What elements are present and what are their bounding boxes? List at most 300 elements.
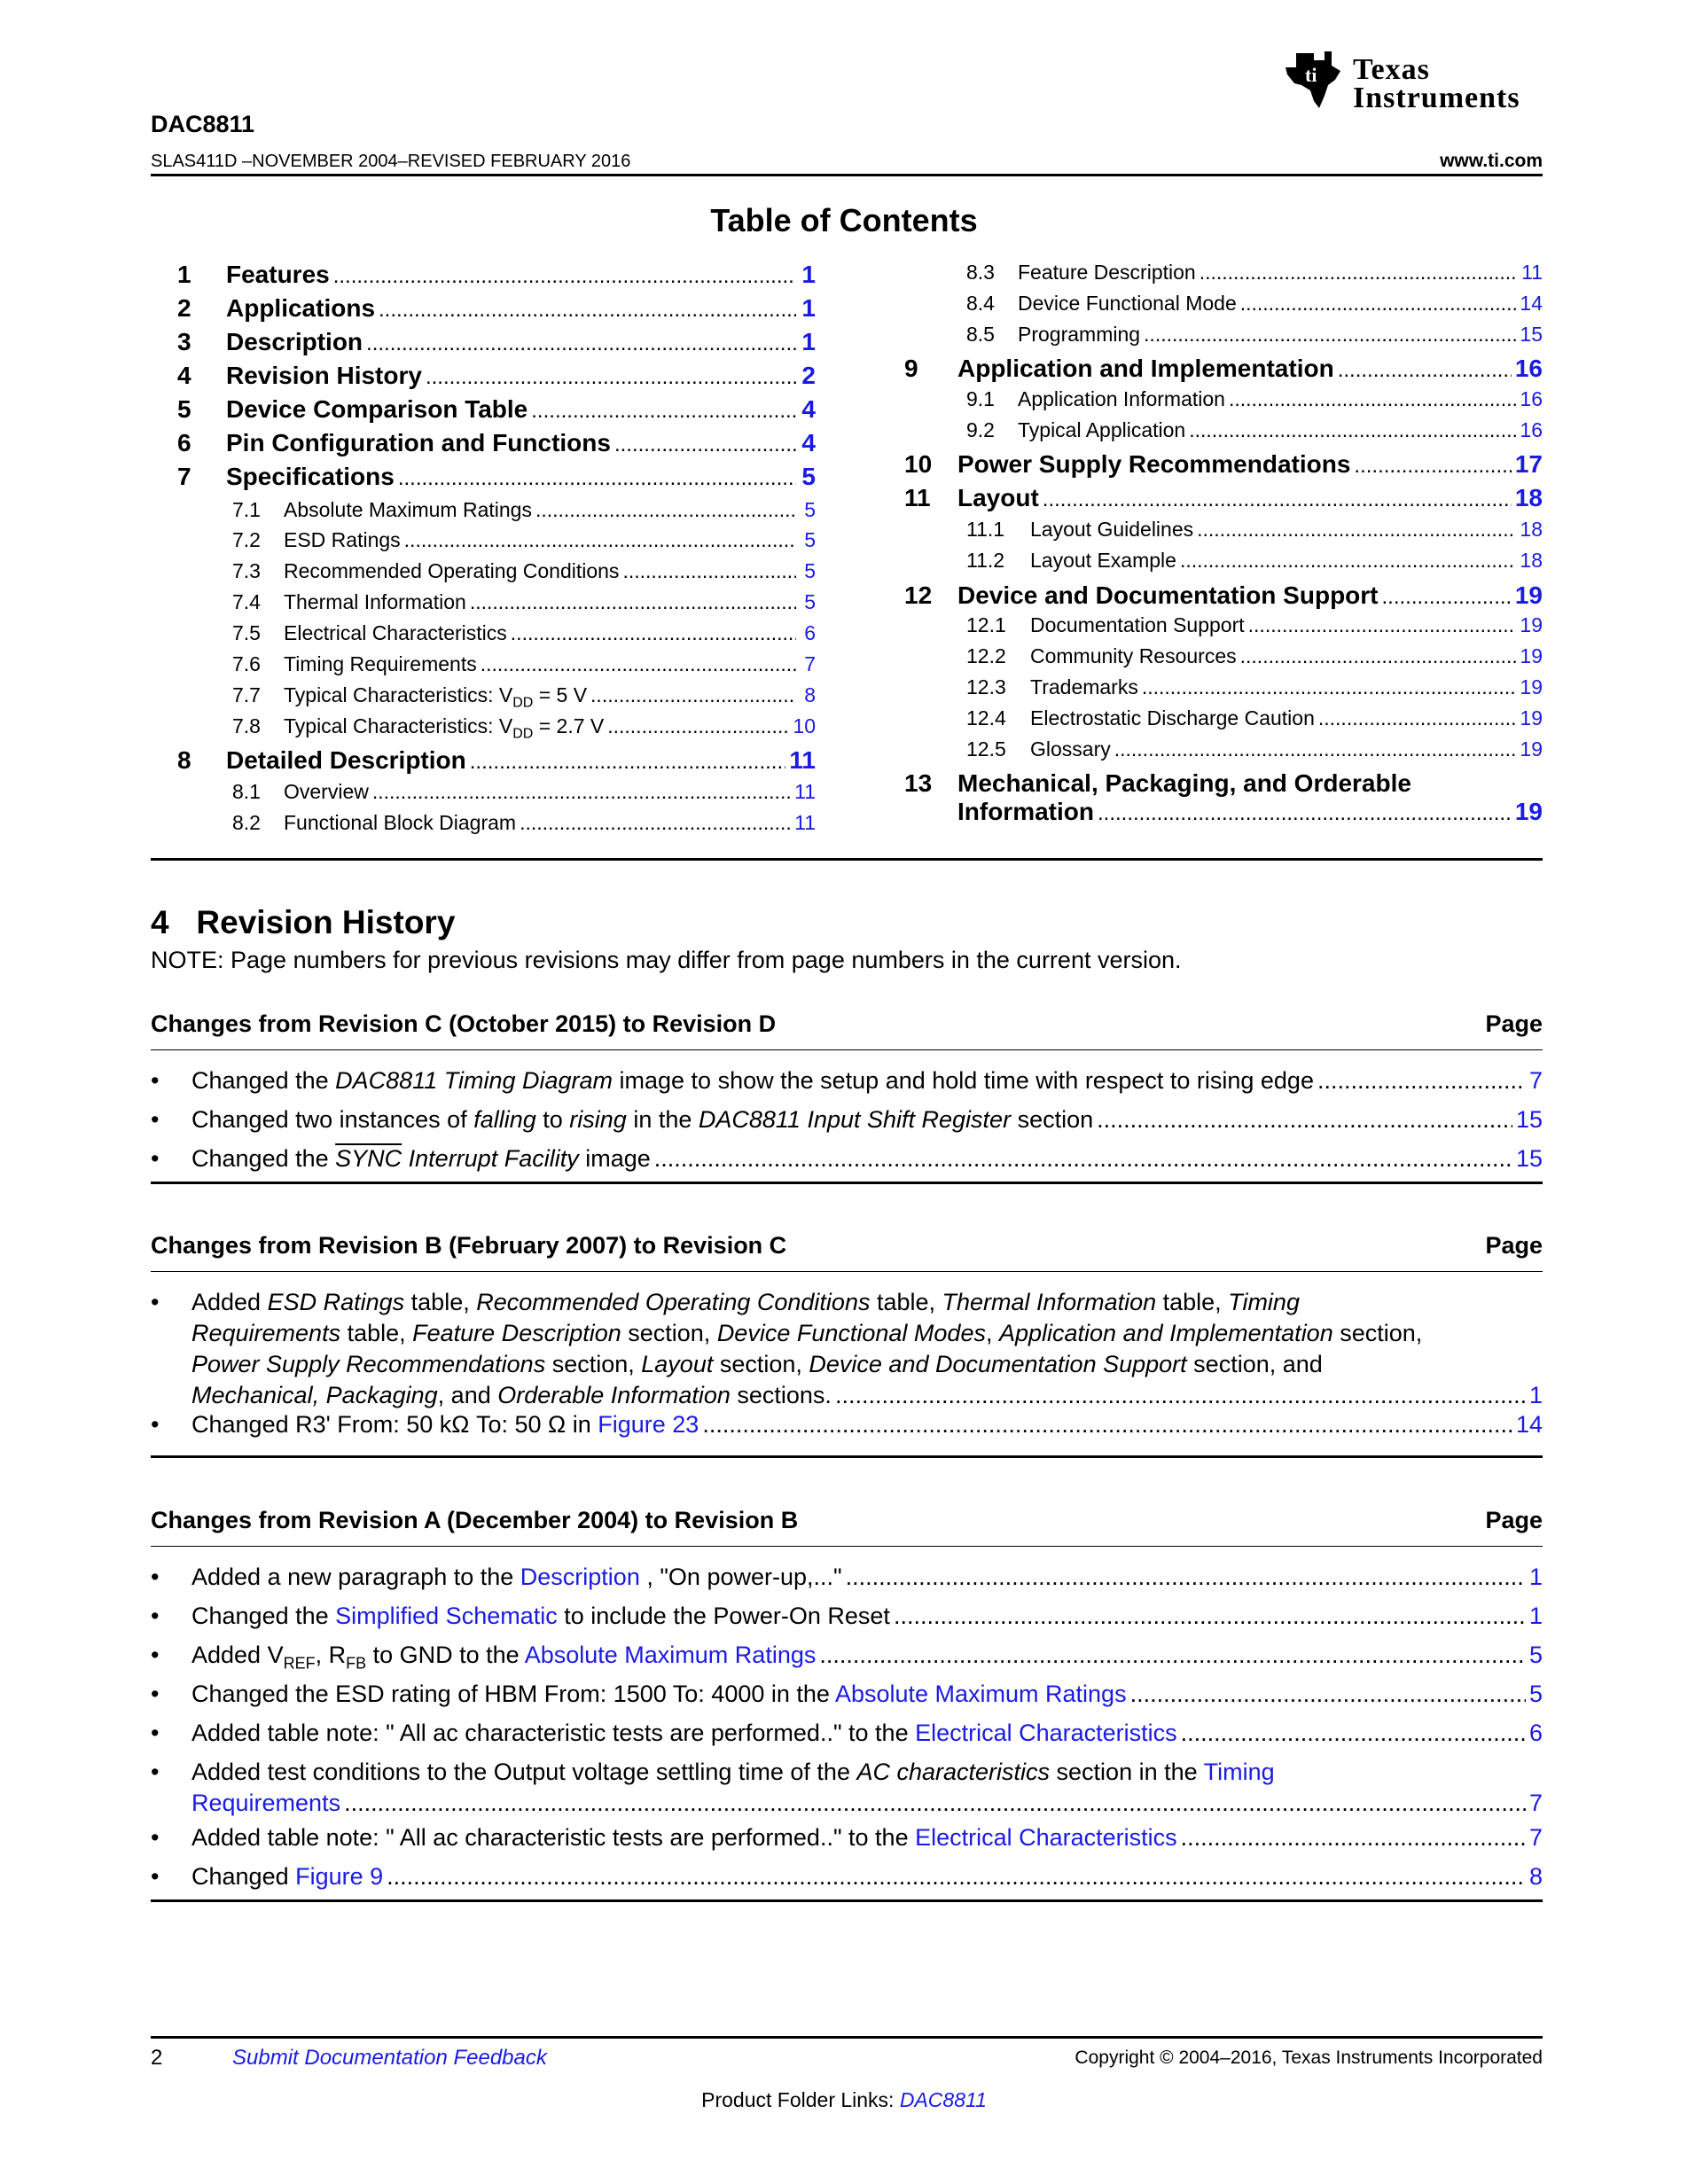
toc-entry[interactable] (177, 261, 816, 289)
toc-entry-number: 7.1 (232, 498, 261, 521)
toc-entry-page[interactable]: 19 (1520, 675, 1543, 698)
change-text-part: image (578, 1145, 651, 1172)
toc-leader-dots (404, 528, 796, 552)
toc-leader-dots (1142, 675, 1517, 699)
toc-label-subscript: DD (512, 726, 534, 742)
change-page-link[interactable]: 15 (1515, 1145, 1543, 1172)
bullet-icon: • (151, 1681, 160, 1707)
change-text-part: Changed (191, 1863, 296, 1890)
toc-entry-number: 10 (904, 450, 933, 478)
toc-entry-number: 11.1 (966, 518, 1005, 541)
leader-dots (846, 1562, 1526, 1593)
toc-entry[interactable] (904, 387, 1543, 411)
bullet-icon: • (151, 1564, 160, 1590)
toc-entry[interactable] (177, 294, 816, 323)
toc-label-text: Layout (957, 484, 1039, 511)
leader-dots (819, 1640, 1526, 1671)
toc-entry-label (1030, 706, 1315, 730)
toc-leader-dots (531, 399, 796, 424)
bullet-icon: • (151, 1863, 160, 1890)
toc-entry-line (904, 769, 1543, 798)
toc-entry-page[interactable]: 5 (804, 590, 816, 613)
toc-entry[interactable] (904, 549, 1543, 573)
toc-entry-number: 12.4 (966, 706, 1006, 729)
toc-entry-page[interactable]: 11 (794, 780, 816, 803)
toc-entry-number: 9.1 (966, 387, 995, 410)
toc-leader-dots (614, 433, 796, 457)
toc-leader-dots (622, 559, 796, 583)
toc-entry-number: 8.3 (966, 261, 995, 284)
toc-entry-page[interactable]: 18 (1520, 549, 1543, 572)
toc-label-text: Programming (1018, 323, 1141, 346)
toc-entry-label (226, 429, 611, 457)
toc-label-text: Pin Configuration and Functions (226, 429, 611, 456)
toc-entry-label (284, 683, 587, 712)
toc-label-text: Electrostatic Discharge Caution (1030, 706, 1315, 729)
toc-title: Table of Contents (710, 202, 978, 238)
change-text (191, 1679, 1127, 1710)
change-text-part: Added a new paragraph to the (191, 1564, 520, 1590)
change-page-link[interactable]: 7 (1528, 1790, 1543, 1816)
toc-label-text: Functional Block Diagram (284, 811, 517, 834)
leader-dots (654, 1143, 1512, 1174)
toc-entry[interactable] (904, 261, 1543, 285)
toc-entry-page[interactable]: 2 (801, 362, 816, 389)
toc-entry-label (957, 581, 1379, 610)
toc-entry-page[interactable]: 1 (801, 328, 816, 355)
toc-entry[interactable] (904, 292, 1543, 316)
toc-leader-dots (1043, 488, 1512, 512)
copyright: Copyright © 2004–2016, Texas Instruments Incorporated (1075, 2048, 1543, 2068)
toc-entry-label (284, 780, 369, 804)
toc-entry-page[interactable]: 15 (1520, 323, 1543, 346)
leader-dots (1317, 1065, 1526, 1096)
toc-entry[interactable] (904, 737, 1543, 761)
ti-logo (1284, 46, 1550, 114)
bullet-icon: • (151, 1720, 160, 1746)
toc-entry-page[interactable]: 19 (1520, 737, 1543, 760)
changes-heading (151, 1232, 1543, 1260)
change-page-link[interactable]: 5 (1528, 1642, 1543, 1668)
toc-label-text: Layout Guidelines (1030, 518, 1194, 541)
toc-entry[interactable] (177, 683, 816, 712)
change-item-body (191, 1679, 1543, 1710)
toc-entry-page[interactable]: 5 (804, 528, 816, 551)
toc-leader-dots (1229, 387, 1516, 411)
change-text (191, 1143, 651, 1174)
toc-label-text: Typical Application (1018, 418, 1186, 441)
toc-leader-dots (1248, 613, 1517, 637)
change-line: Added ESD Ratings table, Recommended Operating Conditions table, Thermal Information table, Timing (191, 1289, 1300, 1315)
toc-leader-dots (379, 298, 796, 323)
toc-entry[interactable] (177, 780, 816, 804)
brand-line-1: Texas (1353, 53, 1430, 86)
emphasis-text: Interrupt Facility (402, 1145, 579, 1172)
toc-label-text: Trademarks (1030, 675, 1138, 698)
change-line (191, 1861, 1543, 1892)
toc-entry-number: 8.1 (232, 780, 261, 803)
reference-link[interactable]: Simplified Schematic (335, 1603, 558, 1629)
toc-leader-dots (1144, 323, 1516, 347)
toc-label-text: Detailed Description (226, 746, 466, 774)
change-item-body (191, 1861, 1543, 1892)
toc-leader-dots (511, 621, 796, 645)
changes-heading (151, 1507, 1543, 1534)
toc-label-text: Timing Requirements (284, 652, 477, 675)
toc-entry-label (1018, 323, 1140, 347)
toc-entry-number: 2 (177, 294, 191, 322)
toc-entry[interactable] (904, 675, 1543, 699)
toc-entry-page[interactable]: 19 (1520, 644, 1543, 667)
change-text (191, 1104, 1093, 1135)
toc-entry-number: 11 (904, 484, 931, 511)
change-text (191, 1601, 890, 1632)
change-item-body (191, 1601, 1543, 1632)
reference-link[interactable]: Electrical Characteristics (915, 1720, 1177, 1746)
change-text-part: Added table note: " All ac characteristic tests are performed.." to the (191, 1720, 916, 1746)
reference-link[interactable]: Figure 23 (598, 1411, 699, 1438)
toc-label-text: Feature Description (1018, 261, 1196, 284)
toc-entry-page[interactable]: 18 (1520, 518, 1543, 541)
toc-entry[interactable] (904, 450, 1543, 479)
toc-label-text: Thermal Information (284, 590, 466, 613)
change-item-body (191, 1718, 1543, 1749)
change-text-part: Added V (191, 1642, 284, 1668)
change-text-part: Changed the (191, 1067, 336, 1094)
change-line (191, 1601, 1543, 1632)
emphasis-text: falling (473, 1106, 536, 1133)
product-link[interactable]: DAC8811 (899, 2088, 987, 2111)
toc-leader-dots (470, 590, 796, 614)
toc-entry[interactable] (177, 811, 816, 835)
toc-entry-label (226, 294, 375, 323)
toc-label-text: Absolute Maximum Ratings (284, 498, 532, 521)
toc-label-text: Electrical Characteristics (284, 621, 507, 644)
toc-leader-dots (520, 811, 791, 835)
bullet-icon: • (151, 1411, 160, 1438)
toc-label-suffix: = 5 V (533, 683, 588, 706)
toc-entry-number: 7 (177, 463, 191, 490)
change-text-part: image to show the setup and hold time with respect to rising edge (613, 1067, 1314, 1094)
change-page-link[interactable]: 1 (1528, 1603, 1543, 1629)
section-end-rule (151, 1455, 1543, 1458)
toc-entry[interactable] (904, 484, 1543, 512)
change-page-link[interactable]: 15 (1515, 1106, 1543, 1133)
toc-entry[interactable] (177, 652, 816, 676)
toc-entry[interactable] (177, 559, 816, 583)
toc-leader-dots (481, 652, 796, 676)
toc-entry-label (957, 484, 1039, 512)
change-line (191, 1380, 1543, 1411)
page-number: 2 (151, 2046, 163, 2070)
toc-leader-dots (607, 714, 789, 738)
reference-link[interactable]: Absolute Maximum Ratings (834, 1681, 1127, 1707)
document-id: SLAS411D –NOVEMBER 2004–REVISED FEBRUARY 2016 (151, 152, 631, 171)
website-link[interactable]: www.ti.com (1440, 151, 1543, 171)
document-title: DAC8811 (151, 111, 255, 137)
changes-heading-text: Changes from Revision C (October 2015) to Revision D (151, 1010, 777, 1037)
change-page-link[interactable]: 5 (1528, 1681, 1543, 1707)
toc-entry-page[interactable]: 4 (801, 429, 816, 456)
product-links-label: Product Folder Links: (701, 2088, 900, 2111)
product-folder-links (0, 2088, 1688, 2112)
toc-entry[interactable] (177, 395, 816, 424)
toc-entry-line (904, 798, 1543, 826)
leader-dots (1097, 1104, 1512, 1135)
changes-heading-text: Changes from Revision B (February 2007) to Revision C (151, 1232, 787, 1259)
heading-rule (151, 1271, 1543, 1272)
toc-entry-number: 7.4 (232, 590, 261, 613)
change-text-part: Changed the (191, 1603, 336, 1629)
toc-label-text: Features (226, 261, 330, 288)
toc-entry-number: 7.5 (232, 621, 261, 644)
footer-rule (151, 2036, 1543, 2039)
toc-leader-dots (1382, 585, 1512, 610)
change-line (191, 1822, 1543, 1853)
toc-entry[interactable] (904, 644, 1543, 668)
toc-entry-label (284, 811, 516, 835)
toc-entry-number: 9.2 (966, 418, 995, 441)
toc-label-text: Application Information (1018, 387, 1225, 410)
page-column-label: Page (1485, 1010, 1543, 1037)
change-text-part: section (1011, 1106, 1094, 1133)
toc-entry-page[interactable]: 1 (801, 261, 816, 288)
section-end-rule (151, 1899, 1543, 1902)
toc-entry-label (226, 463, 395, 491)
toc-label-suffix: = 2.7 V (533, 714, 605, 737)
toc-entry-page[interactable]: 6 (804, 621, 816, 644)
toc-entry-label (1030, 644, 1237, 668)
toc-entry-number: 12.5 (966, 737, 1006, 760)
toc-entry-page[interactable]: 11 (794, 811, 816, 834)
leader-dots (344, 1788, 1526, 1819)
toc-label-text: Device and Documentation Support (957, 581, 1379, 609)
toc-entry-label (957, 450, 1350, 479)
change-text-part: in the (626, 1106, 699, 1133)
emphasis-text: AC characteristics (856, 1759, 1051, 1785)
ti-state-icon (1284, 50, 1346, 110)
toc-entry-page[interactable]: 11 (1521, 261, 1543, 284)
toc-label-subscript: DD (512, 695, 534, 711)
toc-entry-number: 7.2 (232, 528, 261, 551)
change-text (191, 1065, 1314, 1096)
toc-entry[interactable] (904, 706, 1543, 730)
timing-requirements-link[interactable]: Requirements (191, 1790, 341, 1816)
toc-label-text: Glossary (1030, 737, 1111, 760)
toc-entry-number: 12.2 (966, 644, 1006, 667)
change-item-body (191, 1143, 1543, 1174)
toc-entry-page[interactable]: 14 (1520, 292, 1543, 315)
toc-entry-page[interactable]: 19 (1514, 798, 1543, 825)
toc-entry-page[interactable]: 5 (804, 498, 816, 521)
reference-link[interactable]: Description (520, 1564, 640, 1590)
toc-label-text: Power Supply Recommendations (957, 450, 1351, 478)
change-line: Power Supply Recommendations section, Layout section, Device and Documentation Support section, and (191, 1351, 1323, 1377)
toc-entry-page[interactable]: 16 (1520, 387, 1543, 410)
toc-entry[interactable] (904, 323, 1543, 347)
toc-entry[interactable] (177, 498, 816, 522)
heading-rule (151, 1049, 1543, 1050)
toc-label-text: Community Resources (1030, 644, 1237, 667)
toc-entry[interactable] (177, 590, 816, 614)
bullet-icon: • (151, 1603, 160, 1629)
toc-entry-number: 7.7 (232, 683, 261, 706)
toc-entry[interactable] (904, 418, 1543, 442)
toc-entry[interactable] (177, 621, 816, 645)
toc-entry-label-cont: Information (957, 798, 1094, 825)
section-title (151, 904, 455, 941)
change-page-link[interactable]: 1 (1528, 1382, 1543, 1408)
toc-leader-dots (1098, 801, 1512, 826)
toc-entry-label (284, 498, 532, 522)
toc-entry-number: 12 (904, 581, 933, 609)
toc-entry-page[interactable]: 7 (804, 652, 816, 675)
change-text-part: Changed the ESD rating of HBM From: 1500 To: 4000 in the (191, 1681, 835, 1707)
change-text-part: to include the Power-On Reset (557, 1603, 890, 1629)
toc-entry[interactable] (177, 362, 816, 390)
change-text-part: to GND to the (366, 1642, 525, 1668)
toc-entry-label (284, 621, 507, 645)
bullet-icon: • (151, 1824, 160, 1851)
change-text-part: , R (315, 1642, 347, 1668)
change-text-part: Changed the (191, 1145, 336, 1172)
toc-entry[interactable] (904, 613, 1543, 637)
toc-entry-page[interactable]: 5 (804, 559, 816, 582)
toc-entry-number: 7.8 (232, 714, 261, 737)
change-text-part: Changed R3' From: 50 kΩ To: 50 Ω in (191, 1411, 598, 1438)
feedback-link[interactable]: Submit Documentation Feedback (232, 2046, 547, 2070)
change-page-link[interactable]: 7 (1528, 1824, 1543, 1851)
change-line (191, 1788, 1543, 1819)
bullet-icon: • (151, 1759, 160, 1785)
change-line (191, 1409, 1543, 1440)
change-item-body (191, 1757, 1543, 1819)
toc-entry-number: 11.2 (966, 549, 1005, 572)
toc-entry-page[interactable]: 16 (1514, 355, 1543, 382)
toc-leader-dots (590, 683, 796, 707)
toc-entry-page[interactable]: 1 (801, 294, 816, 322)
change-line (191, 1718, 1543, 1749)
change-page-link[interactable]: 14 (1515, 1411, 1543, 1438)
change-text (191, 1788, 340, 1819)
change-text (191, 1822, 1177, 1853)
toc-entry-label (226, 746, 466, 775)
toc-entry[interactable] (904, 355, 1543, 383)
toc-entry[interactable] (904, 769, 1543, 826)
toc-entry[interactable] (177, 463, 816, 491)
toc-label-text: Layout Example (1030, 549, 1176, 572)
toc-entry-number: 12.3 (966, 675, 1006, 698)
toc-entry-label (226, 328, 363, 356)
toc-entry-page[interactable]: 10 (793, 714, 816, 737)
leader-dots (835, 1380, 1526, 1411)
toc-entry[interactable] (177, 328, 816, 356)
toc-label-text: Typical Characteristics: V (284, 683, 513, 706)
toc-entry-page[interactable]: 5 (801, 463, 816, 490)
toc-entry-page[interactable]: 19 (1520, 613, 1543, 636)
toc-entry-page[interactable]: 4 (801, 395, 816, 423)
toc-entry-number: 4 (177, 362, 191, 389)
change-line (191, 1679, 1543, 1710)
leader-dots (387, 1861, 1526, 1892)
toc-entry-label (284, 559, 619, 583)
brand-line-2: Instruments (1353, 82, 1520, 114)
change-item-body (191, 1287, 1543, 1411)
change-page-link[interactable]: 7 (1528, 1067, 1543, 1094)
toc-entry-page[interactable]: 18 (1514, 484, 1543, 511)
toc-entry-number: 3 (177, 328, 191, 355)
leader-dots (702, 1409, 1512, 1440)
toc-label-text: Typical Characteristics: V (284, 714, 513, 737)
toc-entry[interactable] (177, 714, 816, 743)
emphasis-text: rising (569, 1106, 627, 1133)
toc-entry[interactable] (177, 528, 816, 552)
change-page-link[interactable]: 6 (1528, 1720, 1543, 1746)
leader-dots (894, 1601, 1526, 1632)
toc-entry-number: 8 (177, 746, 191, 774)
change-line (191, 1562, 1543, 1593)
toc-entry[interactable] (177, 746, 816, 775)
change-text (191, 1718, 1177, 1749)
change-line (191, 1143, 1543, 1174)
reference-link[interactable]: Figure 9 (295, 1863, 384, 1890)
toc-entry[interactable] (904, 518, 1543, 542)
toc-entry-number: 8.2 (232, 811, 261, 834)
reference-link[interactable]: Electrical Characteristics (915, 1824, 1177, 1851)
toc-entry-number: 8.4 (966, 292, 995, 315)
change-item-body (191, 1409, 1543, 1440)
toc-label-text: Recommended Operating Conditions (284, 559, 620, 582)
change-item-body (191, 1640, 1543, 1679)
toc-entry-page[interactable]: 19 (1520, 706, 1543, 729)
toc-entry-page[interactable]: 17 (1514, 450, 1543, 478)
svg-text:ti: ti (1305, 64, 1317, 86)
toc-leader-dots (535, 498, 796, 522)
change-page-link[interactable]: 1 (1528, 1564, 1543, 1590)
toc-entry-page[interactable]: 11 (789, 746, 816, 774)
header-rule (151, 174, 1543, 176)
change-line (191, 1065, 1543, 1096)
toc-entry[interactable] (177, 429, 816, 457)
change-page-link[interactable]: 8 (1528, 1863, 1543, 1890)
toc-label-text: Application and Implementation (957, 355, 1334, 382)
toc-leader-dots (1338, 358, 1512, 383)
toc-label-text: Overview (284, 780, 369, 803)
toc-label-text: Specifications (226, 463, 395, 490)
toc-entry-number: 7.3 (232, 559, 261, 582)
changes-heading-text: Changes from Revision A (December 2004) to Revision B (151, 1507, 799, 1533)
toc-entry-label (1030, 737, 1111, 761)
bullet-icon: • (151, 1106, 160, 1133)
timing-requirements-link[interactable]: Timing (1203, 1759, 1275, 1785)
change-item-body (191, 1822, 1543, 1853)
leader-dots (1130, 1679, 1526, 1710)
toc-label-text: Device Comparison Table (226, 395, 528, 423)
toc-entry-page[interactable]: 19 (1514, 581, 1543, 609)
change-text-part: , "On power-up,..." (639, 1564, 842, 1590)
toc-entry-label (1018, 261, 1196, 285)
toc-entry-page[interactable]: 8 (804, 683, 816, 706)
toc-leader-dots (1114, 737, 1517, 761)
toc-entry-label (284, 590, 466, 614)
toc-entry-page[interactable]: 16 (1520, 418, 1543, 441)
reference-link[interactable]: Absolute Maximum Ratings (524, 1642, 817, 1668)
toc-entry[interactable] (904, 581, 1543, 610)
toc-entry-label (1030, 613, 1245, 637)
toc-end-rule (151, 858, 1543, 861)
leader-dots (1181, 1822, 1526, 1853)
toc-leader-dots (1180, 549, 1516, 573)
